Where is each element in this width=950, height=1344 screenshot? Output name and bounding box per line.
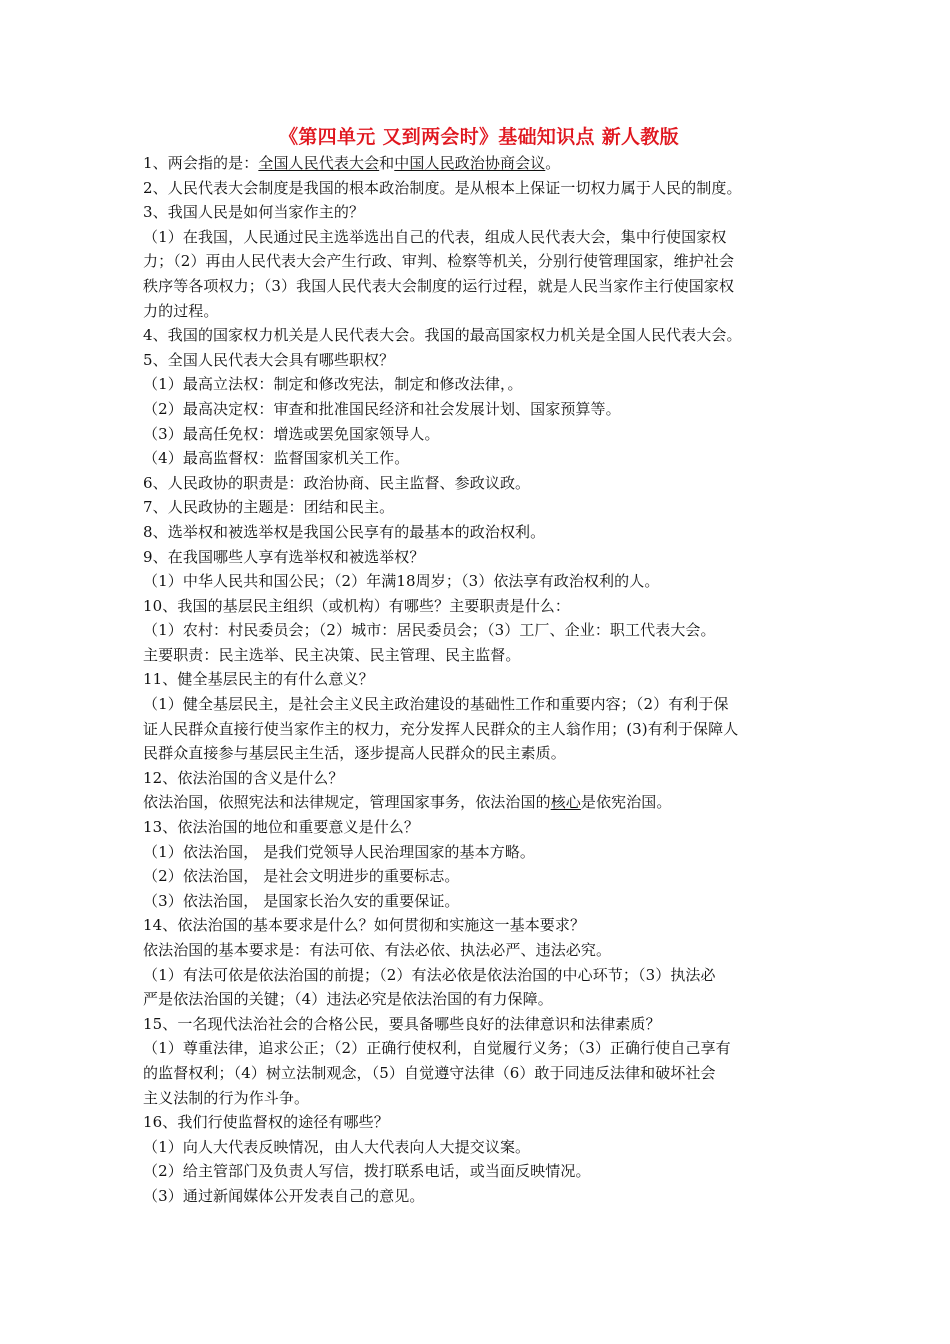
text-line: 主要职责：民主选举、民主决策、民主管理、民主监督。 — [143, 645, 521, 664]
text-line: （1）在我国，人民通过民主选举选出自己的代表，组成人民代表大会，集中行使国家权 — [143, 227, 727, 246]
text-line: （2）给主管部门及负责人写信，拨打联系电话，或当面反映情况。 — [143, 1162, 591, 1181]
text-line: 严是依法治国的关键；（4）违法必究是依法治国的有力保障。 — [143, 990, 553, 1009]
q12-answer-prefix: 依法治国，依照宪法和法律规定，管理国家事务，依法治国的 — [143, 793, 551, 812]
text-line: 的监督权利；（4）树立法制观念，（5）自觉遵守法律（6）敢于同违反法律和破坏社会 — [143, 1063, 716, 1082]
text-line: 16、我们行使监督权的途径有哪些？ — [143, 1113, 389, 1132]
text-line: 8、选举权和被选举权是我国公民享有的最基本的政治权利。 — [143, 522, 546, 541]
text-line: （4）最高监督权：监督国家机关工作。 — [143, 449, 410, 468]
q1-term-cppcc: 中国人民政治协商会议 — [394, 154, 546, 172]
text-line: 7、人民政协的主题是：团结和民主。 — [143, 498, 395, 517]
text-line: 15、一名现代法治社会的合格公民，要具备哪些良好的法律意识和法律素质？ — [143, 1014, 661, 1033]
text-line: （1）中华人民共和国公民；（2）年满18周岁；（3）依法享有政治权利的人。 — [143, 572, 660, 591]
document-title: 《第四单元 又到两会时》基础知识点 新人教版 — [279, 126, 679, 148]
text-line: （1）有法可依是依法治国的前提；（2）有法必依是依法治国的中心环节；（3）执法必 — [143, 965, 716, 984]
text-block-a — [143, 176, 815, 791]
text-line: （2）依法治国， 是社会文明进步的重要标志。 — [143, 867, 460, 886]
document-page — [143, 124, 815, 1209]
text-line: 秩序等各项权力；（3）我国人民代表大会制度的运行过程，就是人民当家作主行使国家权 — [143, 276, 735, 295]
text-line: （1）最高立法权：制定和修改宪法，制定和修改法律，。 — [143, 375, 523, 394]
text-line: 依法治国的基本要求是：有法可依、有法必依、执法必严、违法必究。 — [143, 941, 612, 959]
text-line: 13、依法治国的地位和重要意义是什么？ — [143, 818, 419, 837]
text-line: （3）依法治国， 是国家长治久安的重要保证。 — [143, 891, 460, 910]
text-line: （1）尊重法律，追求公正；（2）正确行使权利，自觉履行义务；（3）正确行使自己享有 — [143, 1039, 731, 1058]
q1-joiner: 和 — [379, 154, 395, 172]
text-block-b — [143, 815, 815, 1209]
text-line: 民群众直接参与基层民主生活，逐步提高人民群众的民主素质。 — [143, 744, 566, 763]
text-line: （1）农村：村民委员会；（2）城市：居民委员会；（3）工厂、企业：职工代表大会。 — [143, 621, 716, 640]
text-line: 12、依法治国的含义是什么？ — [143, 768, 344, 787]
q1-term-npc: 全国人民代表大会 — [258, 154, 380, 172]
text-line: （1）依法治国， 是我们党领导人民治理国家的基本方略。 — [143, 842, 536, 861]
text-line: 主义法制的行为作斗争。 — [143, 1088, 310, 1107]
text-line: 2、人民代表大会制度是我国的根本政治制度。是从根本上保证一切权力属于人民的制度。 — [143, 178, 742, 197]
text-line: （1）向人大代表反映情况，由人大代表向人大提交议案。 — [143, 1137, 531, 1156]
q12-answer-line — [143, 790, 815, 815]
q1-prefix: 1、两会指的是： — [143, 154, 259, 172]
text-line: 力的过程。 — [143, 301, 219, 320]
q12-answer-core: 核心 — [550, 793, 581, 812]
text-line: 证人民群众直接行使当家作主的权力，充分发挥人民群众的主人翁作用；(3)有利于保障人 — [143, 719, 739, 738]
text-line: 力；（2）再由人民代表大会产生行政、审判、检察等机关，分别行使管理国家，维护社会 — [143, 252, 735, 271]
text-line: （3）最高任免权：增选或罢免国家领导人。 — [143, 424, 440, 443]
text-line: 9、在我国哪些人享有选举权和被选举权？ — [143, 547, 425, 566]
q1-line — [143, 151, 815, 176]
text-line: 6、人民政协的职责是：政治协商、民主监督、参政议政。 — [143, 473, 531, 492]
q12-answer-suffix: 是依宪治国。 — [580, 793, 672, 812]
text-line: 10、我国的基层民主组织（或机构）有哪些？主要职责是什么： — [143, 596, 570, 615]
text-line: 14、依法治国的基本要求是什么？如何贯彻和实施这一基本要求？ — [143, 916, 586, 935]
text-line: 11、健全基层民主的有什么意义？ — [143, 670, 374, 689]
text-line: （2）最高决定权：审查和批准国民经济和社会发展计划、国家预算等。 — [143, 399, 621, 418]
text-line: 3、我国人民是如何当家作主的？ — [143, 203, 365, 222]
text-line: 5、全国人民代表大会具有哪些职权？ — [143, 350, 395, 369]
text-line: （1）健全基层民主，是社会主义民主政治建设的基础性工作和重要内容；（2）有利于保 — [143, 695, 729, 714]
text-line: （3）通过新闻媒体公开发表自己的意见。 — [143, 1186, 425, 1205]
text-line: 4、我国的国家权力机关是人民代表大会。我国的最高国家权力机关是全国人民代表大会。 — [143, 326, 742, 345]
q1-suffix: 。 — [545, 154, 561, 172]
